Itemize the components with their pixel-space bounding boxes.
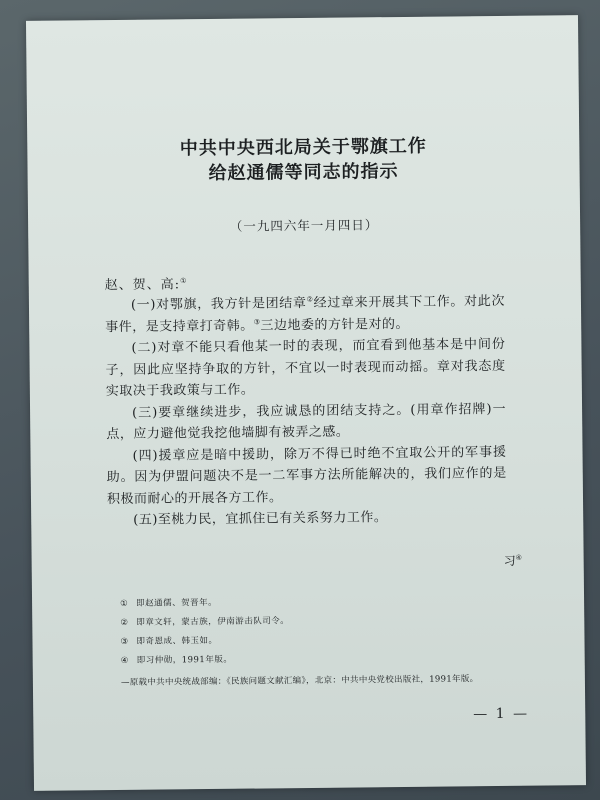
footnote-1-number: ① [120, 598, 129, 609]
title-line-2: 给赵通儒等同志的指示 [208, 161, 399, 185]
addressee-text: 赵、贺、高: [104, 277, 181, 294]
paragraph-1-part-c: 三边地委的方针是对的。 [260, 316, 410, 333]
paragraph-1-part-b: 经过章来开展其下工作。对此次事件，是支持章打奇韩。 [105, 293, 506, 335]
footnote-3-number: ③ [120, 636, 129, 647]
footnote-3-text: 即奇恩成、韩玉如。 [136, 635, 218, 647]
page-number: — 1 — [473, 705, 530, 723]
document-title [27, 132, 579, 188]
document-date: （一九四六年一月四日） [229, 217, 379, 234]
title-line-1: 中共中央西北局关于鄂旗工作 [179, 135, 427, 160]
footnote-4-number: ④ [120, 655, 129, 666]
signature [504, 552, 522, 569]
footnotes [120, 591, 541, 671]
source-citation: —原载中共中央统战部编：《民族问题文献汇编》，北京：中共中央党校出版社，1991年版。 [120, 674, 479, 688]
paragraph-2: (二)对章不能只看他某一时的表现，而宜看到他基本是中间份子，因此应坚持争取的方针，不宜以一时表现而动摇。章对我态度实取决于我政策与工作。 [105, 336, 506, 400]
addressee [105, 273, 188, 293]
paragraph-1 [105, 291, 505, 338]
footnote-4-text: 即习仲勋，1991年版。 [136, 654, 233, 666]
paragraph-4: (四)援章应是暗中援助，除万不得已时绝不宜取公开的军事援助。因为伊盟问题决不是一二军事方法所能解决的，我们应作的是积极而耐心的开展各方工作。 [106, 444, 507, 507]
signature-footnote-marker: ④ [515, 553, 522, 562]
paragraph-3: (三)要章继续进步，我应诚恳的团结支持之。(用章作招牌)一点，应力避他觉我挖他墙脚有被弄之感。 [106, 401, 507, 443]
footnote-marker-3: ③ [253, 317, 261, 326]
footnote-2-text: 即章文轩，蒙古族，伊南游击队司令。 [136, 616, 290, 628]
footnote-1-text: 即赵通儒、贺晋年。 [136, 597, 218, 609]
paragraph-5: (五)至桃力民，宜抓住已有关系努力工作。 [133, 510, 388, 528]
document-body [105, 291, 507, 532]
paragraph-1-part-a: (一)对鄂旗，我方针是团结章 [130, 295, 307, 313]
footnote-marker-2: ② [306, 295, 314, 304]
footnote-2-number: ② [120, 617, 129, 628]
footnote-4 [121, 648, 541, 671]
signature-text: 习 [503, 553, 516, 568]
addressee-footnote-marker: ① [180, 276, 188, 285]
document-page [26, 15, 586, 791]
